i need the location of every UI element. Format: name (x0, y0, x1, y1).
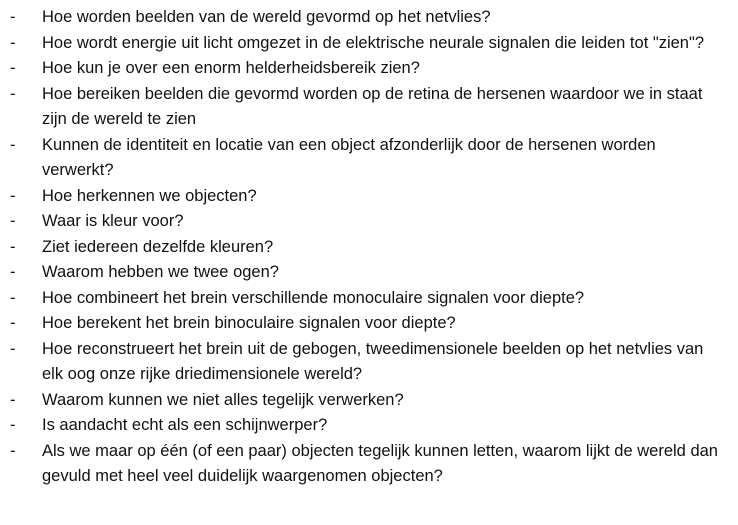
bullet-dash: - (10, 390, 16, 409)
question-text: Is aandacht echt als een schijnwerper? (42, 416, 328, 434)
question-text: Ziet iedereen dezelfde kleuren? (42, 237, 274, 256)
question-text: Hoe reconstrueert het brein uit de gebogen, tweedimensionele beelden op het netvlies van elk oog onze rijke driedimensionele wereld? (42, 339, 704, 383)
bullet-dash: - (10, 84, 16, 103)
list-item (0, 209, 738, 235)
document-page (0, 5, 738, 490)
list-item (0, 5, 738, 31)
list-item (0, 235, 738, 261)
list-item (0, 260, 738, 286)
bullet-dash: - (10, 237, 16, 256)
bullet-dash: - (10, 59, 16, 77)
list-item (0, 311, 738, 337)
list-item (0, 133, 738, 184)
bullet-dash: - (10, 212, 16, 230)
question-text: Hoe worden beelden van de wereld gevormd op het netvlies? (42, 8, 491, 26)
bullet-dash: - (10, 441, 16, 460)
question-text: Hoe kun je over een enorm helderheidsbereik zien? (42, 59, 420, 77)
question-list (0, 5, 738, 490)
list-item (0, 413, 738, 439)
question-text: Waarom kunnen we niet alles tegelijk verwerken? (42, 390, 404, 409)
bullet-dash: - (10, 8, 16, 26)
question-text: Hoe wordt energie uit licht omgezet in de elektrische neurale signalen die leiden tot "zien"? (42, 33, 705, 52)
list-item (0, 439, 738, 490)
bullet-dash: - (10, 186, 16, 205)
bullet-dash: - (10, 416, 16, 434)
bullet-dash: - (10, 135, 16, 154)
question-text: Kunnen de identiteit en locatie van een object afzonderlijk door de hersenen worden verwerkt? (42, 135, 656, 179)
bullet-dash: - (10, 288, 16, 307)
bullet-dash: - (10, 314, 16, 332)
list-item (0, 31, 738, 57)
list-item (0, 388, 738, 414)
list-item (0, 82, 738, 133)
question-text: Waarom hebben we twee ogen? (42, 263, 279, 281)
question-text: Hoe bereiken beelden die gevormd worden op de retina de hersenen waardoor we in staat zijn de wereld te zien (42, 84, 703, 128)
bullet-dash: - (10, 33, 16, 52)
question-text: Als we maar op één (of een paar) objecten tegelijk kunnen letten, waarom lijkt de wereld dan gevuld met heel veel duidelijk waargenomen objecten? (42, 441, 718, 485)
question-text: Hoe combineert het brein verschillende monoculaire signalen voor diepte? (42, 288, 585, 307)
list-item (0, 337, 738, 388)
question-text: Waar is kleur voor? (42, 212, 184, 230)
bullet-dash: - (10, 263, 16, 281)
bullet-dash: - (10, 339, 16, 358)
question-text: Hoe berekent het brein binoculaire signalen voor diepte? (42, 314, 456, 332)
list-item (0, 56, 738, 82)
list-item (0, 184, 738, 210)
question-text: Hoe herkennen we objecten? (42, 186, 257, 205)
list-item (0, 286, 738, 312)
